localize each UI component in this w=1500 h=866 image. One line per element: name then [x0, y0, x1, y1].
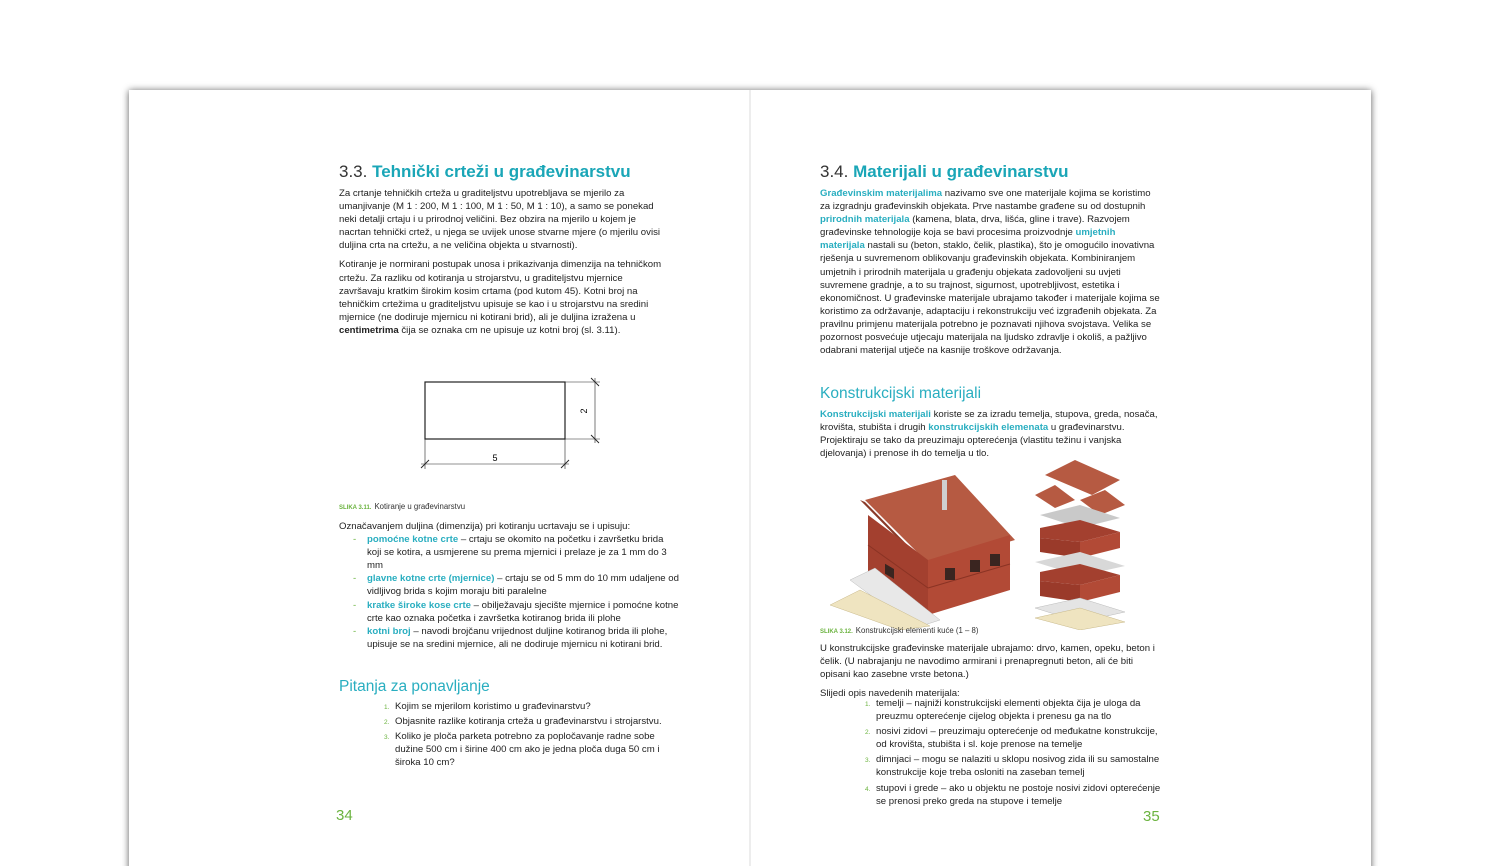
exploded-house — [1035, 460, 1125, 630]
element-text: temelji – najniži konstrukcijski elementi objekta čija je uloga da preuzmu opterećenje cijelog objekta i prenesu ga na tlo — [876, 698, 1141, 723]
element-number: 3. — [865, 757, 871, 765]
question-item — [384, 730, 684, 769]
highlight-term: prirodnih materijala — [820, 214, 910, 226]
element-number: 1. — [865, 701, 871, 708]
exploded-roof-2 — [1035, 485, 1075, 508]
element-text: stupovi i grede – ako u objektu ne postoje nosivi zidovi opterećenje se prenosi preko greda na stupove i temelje — [876, 782, 1161, 807]
element-item — [865, 753, 1165, 779]
paragraph-text: koriste se za izradu temelja, stupova, greda, nosača, krovišta, stubišta i drugih — [820, 409, 1158, 434]
page-number: 35 — [1143, 808, 1160, 825]
dash-bullet: - — [353, 573, 357, 585]
review-questions — [384, 700, 684, 771]
structural-materials-heading: Konstrukcijski materijali — [820, 385, 982, 402]
page-35 — [750, 90, 1371, 866]
list-term: glavne kotne crte (mjernice) — [367, 573, 495, 585]
structural-elements-list-block — [865, 697, 1165, 810]
element-number: 4. — [865, 785, 871, 793]
section-number: 3.4. — [820, 162, 849, 181]
section-title: Materijali u građevinarstvu — [853, 162, 1069, 181]
width-label: 5 — [492, 453, 498, 463]
paragraph-follow: Slijedi opis navedenih materijala: — [820, 688, 960, 700]
question-item — [384, 715, 684, 728]
structural-elements-list — [865, 697, 1165, 808]
caption-text: Kotiranje u građevinarstvu — [374, 502, 466, 511]
page-34 — [129, 90, 750, 866]
list-text: – navodi brojčanu vrijednost duljine kotiranog brida ili plohe, upisuje se na sredini mjernice, ali ne dodiruje mjernicu ni kotirani brid. — [367, 625, 668, 650]
list-text: – obilježavaju sjecište mjernice i pomoćne kotne crte kao oznaka početka i završetka kotiranog brida ili plohe — [367, 599, 679, 624]
house-chimney — [942, 480, 947, 510]
caption-tag: SLIKA 3.12. — [820, 629, 853, 635]
section-heading-3-3 — [339, 162, 631, 182]
page-number: 34 — [336, 807, 353, 824]
list-term: pomoćne kotne crte — [367, 534, 459, 546]
list-item — [339, 599, 679, 625]
paragraph-dimensioning — [339, 258, 669, 337]
paragraph-text: (kamena, blata, drva, lišća, gline i trave). Razvojem građevinske tehnologije koja se bavi procesima proizvodnje — [820, 214, 1130, 239]
highlight-term: Konstrukcijski materijali — [820, 409, 931, 420]
left-body-text — [339, 187, 669, 343]
list-text: – crtaju se od 5 mm do 10 mm udaljene od vidljivog brida s kojim moraju biti paralelne — [367, 573, 679, 598]
list-item — [339, 625, 679, 651]
question-number: 2. — [384, 719, 390, 727]
list-term: kratke široke kose crte — [367, 599, 471, 611]
paragraph-structural — [820, 408, 1160, 460]
question-item — [384, 700, 684, 713]
question-text: Objasnite razlike kotiranja crteža u građevinarstvu i strojarstvu. — [395, 716, 662, 728]
list-item — [339, 533, 679, 572]
section-number: 3.3. — [339, 162, 368, 181]
dash-bullet: - — [353, 625, 357, 637]
figure-caption-3-11 — [339, 502, 465, 511]
paragraph-scale: Za crtanje tehničkih crteža u graditeljstvu upotrebljava se mjerilo za umanjivanje (M 1 : 200, M 1 : 100, M 1 : 50, M 1 : 10), a samo se ponekad neki detalji crtaju i u prirodnoj veličini. Bez obzira na mjerilo u kojem je nacrtan tehnički crtež, u njega se uvijek unose stvarne mjere (o mjerilu ovisi duljina crta na crtežu, a ne veličina objekta u stvarnosti). — [339, 188, 661, 252]
dash-bullet: - — [353, 534, 357, 546]
paragraph-text: čija se oznaka cm ne upisuje uz kotni broj (sl. 3.11). — [398, 324, 621, 336]
section-title: Tehnički crteži u građevinarstvu — [372, 162, 631, 181]
highlight-term: Građevinskim materijalima — [820, 188, 943, 199]
dimension-list — [339, 533, 679, 651]
element-text: dimnjaci – mogu se nalaziti u sklopu nosivog zida ili su samostalne konstrukcije koje treba osloniti na zaseban temelj — [876, 754, 1160, 779]
dash-bullet: - — [353, 599, 357, 611]
list-item — [339, 572, 679, 598]
figure-caption-3-12 — [820, 626, 978, 635]
paragraph-text: nastali su (beton, staklo, čelik, plastika), što je omogućilo inovativna rješenja u suvremenom oblikovanju građevinskih objekata. Kombiniranjem umjetnih i prirodnih materijala u građenju objekata zadovoljeni su uvjeti suvremene gradnje, a to su trajnost, sigurnost, upotrebljivost, estetika i ekonomičnost. U građevinske materijale ubrajamo također i materijale kojima se koristimo za održavanje, adaptaciju i rekonstrukciju već izgrađenih objekata. Za pravilnu primjenu materijala potrebno je poznavati njihova svojstava. Velika se pozornost posvećuje utjecaju materijala na ljudsko zdravlje i okoliš, a pažljivo odabrani materijal utječe na kasnije troškove održavanja. — [820, 240, 1160, 357]
paragraph-materials-list: U konstrukcijske građevinske materijale ubrajamo: drvo, kamen, opeku, beton i čelik. (U nabrajanju ne navodimo armirani i prenapregnuti beton, ali će biti opisani kao zasebne vrste betona.) — [820, 643, 1155, 681]
question-list — [384, 700, 684, 769]
structural-materials-text — [820, 408, 1160, 466]
paragraph-text: Kotiranje je normirani postupak unosa i prikazivanja dimenzija na tehničkom crtežu. Za razliku od kotiranja u strojarstvu, u graditeljstvu mjernice završavaju kratkim širokim kosim crtama (pod kutom 45). Kotni broj na tehničkim crtežima u graditeljstvu upisuje se kao i u strojarstvu na sredini mjernice (ne dodiruje mjernicu ni kotirani brid), ali je duljina izražena u — [339, 259, 662, 323]
question-number: 3. — [384, 734, 390, 742]
paragraph-text: u građevinarstvu. Projektiraju se tako da preuzimaju opterećenja (vlastitu težinu i vanjska djelovanja) i prenose ih do temelja u tlo. — [820, 422, 1125, 460]
bold-term: centimetrima — [339, 324, 399, 336]
book-spread — [129, 90, 1371, 866]
dimension-list-block — [339, 520, 679, 651]
materials-intro — [820, 187, 1160, 363]
list-text: – crtaju se okomito na početku i završetku brida koji se kotira, a usmjerene su prema mjernici i prelaze je za 1 mm do 3 mm — [367, 534, 667, 572]
section-heading-3-4 — [820, 162, 1069, 182]
list-intro: Označavanjem duljina (dimenzija) pri kotiranju ucrtavaju se i upisuju: — [339, 521, 631, 532]
question-number: 1. — [384, 704, 390, 711]
element-item — [865, 782, 1165, 808]
paragraph-materials — [820, 187, 1160, 357]
dimensioning-diagram — [414, 372, 604, 472]
list-term: kotni broj — [367, 625, 411, 637]
assembled-house — [830, 475, 1015, 630]
house-illustration — [830, 460, 1150, 630]
paragraph-text: nazivamo sve one materijale kojima se koristimo za izgradnju građevinskih objekata. Prve nastambe građene su od dostupnih — [820, 188, 1151, 213]
caption-text: Konstrukcijski elementi kuće (1 – 8) — [855, 626, 979, 635]
question-text: Koliko je ploča parketa potrebno za popločavanje radne sobe dužine 500 cm i širine 400 cm ako je jedna ploča duga 50 cm i široka 10 cm? — [395, 731, 660, 769]
highlight-term: umjetnih materijala — [820, 227, 1116, 252]
highlight-term: konstrukcijskih elemenata — [928, 422, 1049, 434]
caption-tag: SLIKA 3.11. — [339, 505, 372, 511]
materials-description — [820, 642, 1165, 700]
element-item — [865, 697, 1165, 723]
height-label: 2 — [579, 408, 589, 414]
review-questions-heading: Pitanja za ponavljanje — [339, 678, 490, 695]
element-item — [865, 725, 1165, 751]
element-text: nosivi zidovi – preuzimaju opterećenje od međukatne konstrukcije, od krovišta, stubišta i sl. koje prenose na temelje — [876, 726, 1158, 751]
diagram-rectangle — [425, 382, 565, 439]
element-number: 2. — [865, 729, 871, 737]
question-text: Kojim se mjerilom koristimo u građevinarstvu? — [395, 701, 591, 712]
